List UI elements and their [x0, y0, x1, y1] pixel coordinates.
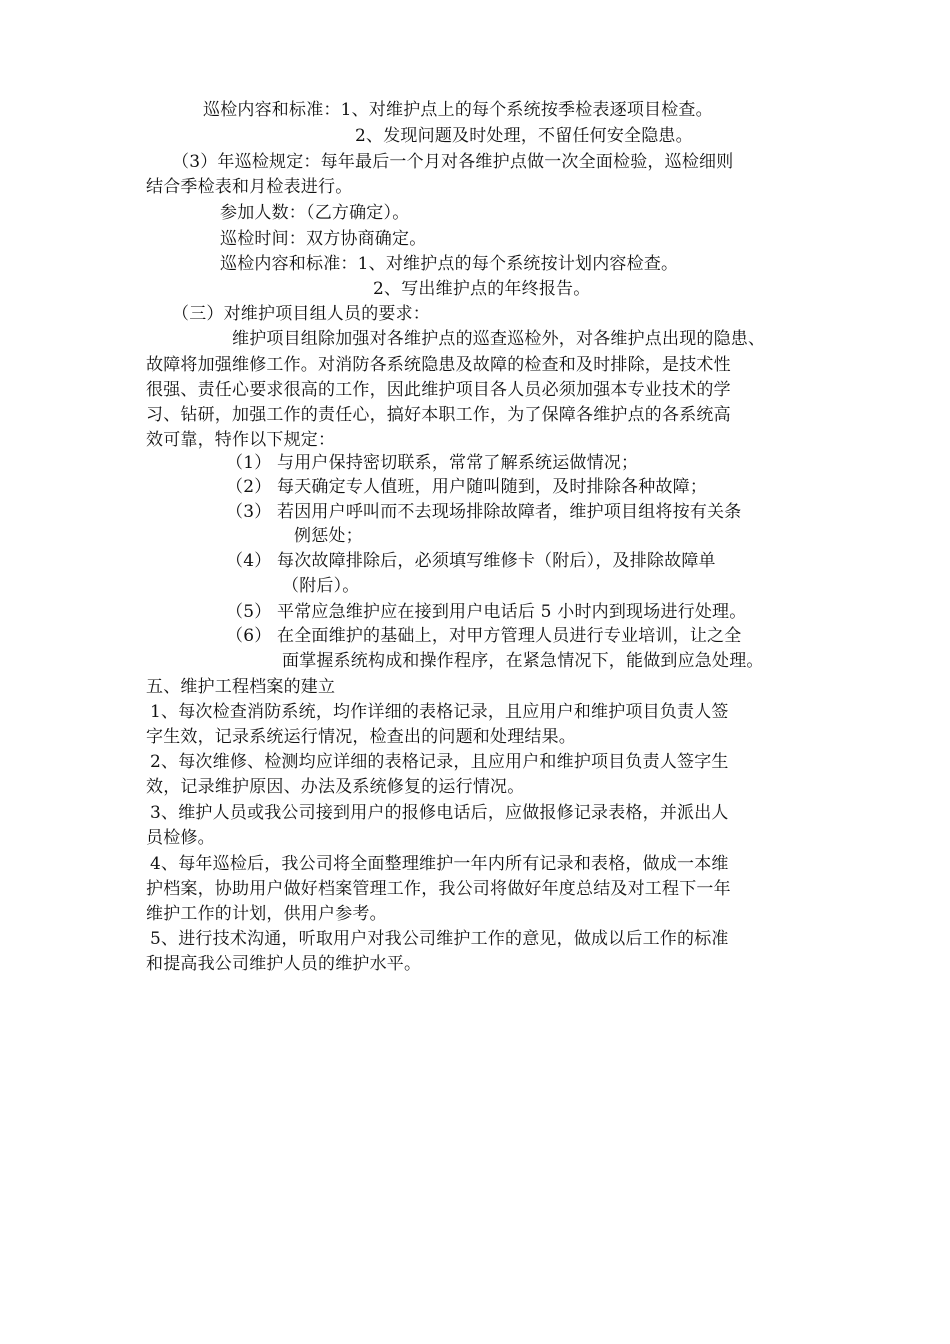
text-line: 5、进行技术沟通，听取用户对我公司维护工作的意见，做成以后工作的标准	[150, 929, 729, 949]
text-line: 故障将加强维修工作。对消防各系统隐患及故障的检查和及时排除，是技术性	[146, 355, 731, 375]
list-item-continuation: 例惩处；	[294, 526, 363, 546]
text-line: 巡检时间：双方协商确定。	[220, 229, 427, 249]
text-line: 和提高我公司维护人员的维护水平。	[146, 954, 422, 974]
text-line: 3、维护人员或我公司接到用户的报修电话后，应做报修记录表格，并派出人	[150, 803, 729, 823]
text-line: 4、每年巡检后，我公司将全面整理维护一年内所有记录和表格，做成一本维	[150, 854, 729, 874]
section-heading: 五、维护工程档案的建立	[146, 677, 336, 697]
text-line: 维护工作的计划，供用户参考。	[146, 904, 387, 924]
text-line: 效可靠，特作以下规定：	[146, 430, 336, 450]
text-line: （3）年巡检规定：每年最后一个月对各维护点做一次全面检验，巡检细则	[172, 152, 734, 172]
text-line: 维护项目组除加强对各维护点的巡查巡检外，对各维护点出现的隐患、	[232, 329, 766, 349]
list-item-continuation: （附后）。	[282, 576, 360, 596]
text-line: 巡检内容和标准：1、对维护点上的每个系统按季检表逐项目检查。	[203, 100, 713, 120]
text-line: 1、每次检查消防系统，均作详细的表格记录，且应用户和维护项目负责人签	[150, 702, 729, 722]
text-line: 参加人数：（乙方确定）。	[220, 203, 410, 223]
text-line: 2、写出维护点的年终报告。	[373, 279, 591, 299]
text-line: 员检修。	[146, 828, 215, 848]
text-line: 字生效，记录系统运行情况，检查出的问题和处理结果。	[146, 727, 576, 747]
text-line: 习、钻研，加强工作的责任心，搞好本职工作，为了保障各维护点的各系统高	[146, 405, 731, 425]
text-line: 效，记录维护原因、办法及系统修复的运行情况。	[146, 777, 525, 797]
list-item: （3） 若因用户呼叫而不去现场排除故障者，维护项目组将按有关条	[226, 502, 742, 522]
text-line: 很强、责任心要求很高的工作，因此维护项目各人员必须加强本专业技术的学	[146, 380, 731, 400]
text-line: （三）对维护项目组人员的要求：	[172, 304, 430, 324]
list-item: （6） 在全面维护的基础上，对甲方管理人员进行专业培训，让之全	[226, 626, 742, 646]
list-item: （2） 每天确定专人值班，用户随叫随到，及时排除各种故障；	[226, 477, 708, 497]
text-line: 2、发现问题及时处理，不留任何安全隐患。	[355, 126, 693, 146]
list-item: （1） 与用户保持密切联系，常常了解系统运做情况；	[226, 453, 639, 473]
list-item-continuation: 面掌握系统构成和操作程序，在紧急情况下，能做到应急处理。	[282, 651, 764, 671]
list-item: （5） 平常应急维护应在接到用户电话后 5 小时内到现场进行处理。	[226, 602, 747, 622]
list-item: （4） 每次故障排除后，必须填写维修卡（附后），及排除故障单	[226, 551, 716, 571]
text-line: 2、每次维修、检测均应详细的表格记录，且应用户和维护项目负责人签字生	[150, 752, 729, 772]
text-line: 巡检内容和标准：1、对维护点的每个系统按计划内容检查。	[220, 254, 679, 274]
text-line: 结合季检表和月检表进行。	[146, 177, 353, 197]
text-line: 护档案，协助用户做好档案管理工作，我公司将做好年度总结及对工程下一年	[146, 879, 731, 899]
